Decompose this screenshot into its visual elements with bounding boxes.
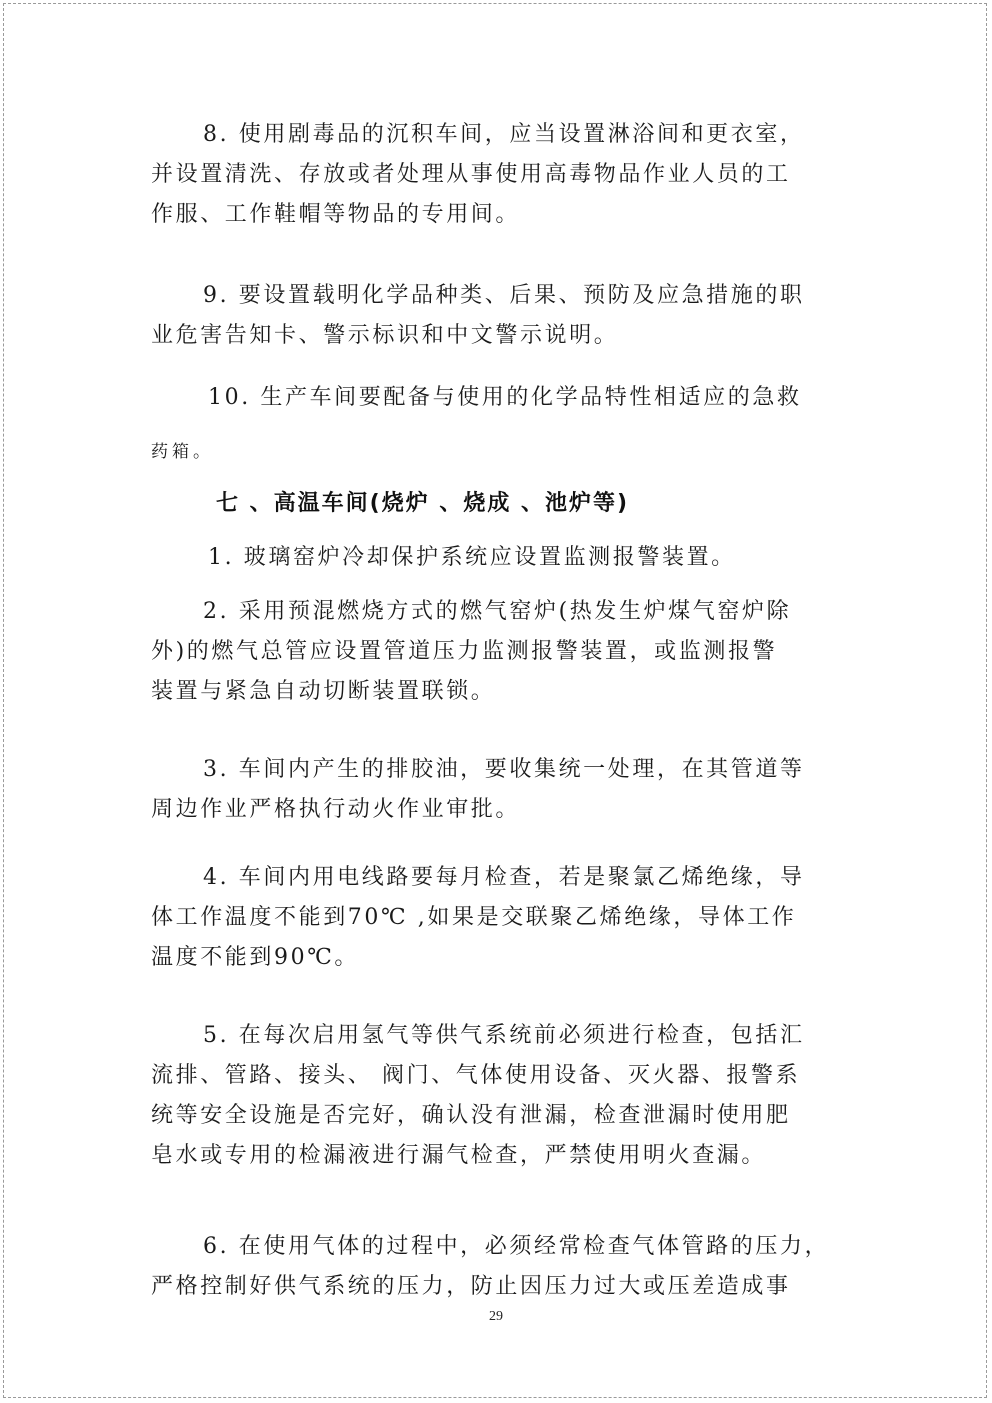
text-line: 药箱。 <box>151 442 214 462</box>
text-line: 2. 采用预混燃烧方式的燃气窑炉(热发生炉煤气窑炉除 <box>203 599 792 624</box>
text-line: 统等安全设施是否完好，确认没有泄漏，检查泄漏时使用肥 <box>151 1103 791 1128</box>
paragraph-item-10 <box>151 378 837 472</box>
page-number: 29 <box>489 1309 503 1324</box>
text-line: 5. 在每次启用氢气等供气系统前必须进行检查，包括汇 <box>203 1023 805 1048</box>
text-line: 装置与紧急自动切断装置联锁。 <box>151 679 496 704</box>
section-item-2 <box>151 592 837 712</box>
section-item-1 <box>151 538 837 578</box>
section-item-4 <box>151 858 837 978</box>
text-line: 8. 使用剧毒品的沉积车间，应当设置淋浴间和更衣室， <box>203 122 805 147</box>
text-line: 温度不能到90℃。 <box>151 945 360 970</box>
paragraph-item-8 <box>151 115 837 235</box>
section-item-5 <box>151 1016 837 1176</box>
text-line: 作服、工作鞋帽等物品的专用间。 <box>151 202 521 227</box>
section-item-6 <box>151 1227 837 1307</box>
text-line: 6. 在使用气体的过程中，必须经常检查气体管路的压力， <box>203 1234 830 1259</box>
text-line: 外)的燃气总管应设置管道压力监测报警装置，或监测报警 <box>151 639 778 664</box>
text-line: 9. 要设置载明化学品种类、后果、预防及应急措施的职 <box>203 283 805 308</box>
text-line: 流排、管路、接头、 阀门、气体使用设备、灭火器、报警系 <box>151 1063 801 1088</box>
text-line: 皂水或专用的检漏液进行漏气检查，严禁使用明火查漏。 <box>151 1143 767 1168</box>
text-line: 业危害告知卡、警示标识和中文警示说明。 <box>151 323 619 348</box>
paragraph-item-9 <box>151 276 837 356</box>
text-line: 10. 生产车间要配备与使用的化学品特性相适应的急救 <box>208 385 802 410</box>
section-heading: 七 、高温车间(烧炉 、烧成 、池炉等) <box>216 491 630 516</box>
text-line: 严格控制好供气系统的压力，防止因压力过大或压差造成事 <box>151 1274 791 1299</box>
text-line: 3. 车间内产生的排胶油，要收集统一处理，在其管道等 <box>203 757 805 782</box>
text-line: 体工作温度不能到70℃ ,如果是交联聚乙烯绝缘，导体工作 <box>151 905 797 930</box>
text-line: 1. 玻璃窑炉冷却保护系统应设置监测报警装置。 <box>208 545 736 570</box>
text-line: 4. 车间内用电线路要每月检查，若是聚氯乙烯绝缘，导 <box>203 865 805 890</box>
text-line: 并设置清洗、存放或者处理从事使用高毒物品作业人员的工 <box>151 162 791 187</box>
text-line: 周边作业严格执行动火作业审批。 <box>151 797 521 822</box>
section-item-3 <box>151 750 837 830</box>
